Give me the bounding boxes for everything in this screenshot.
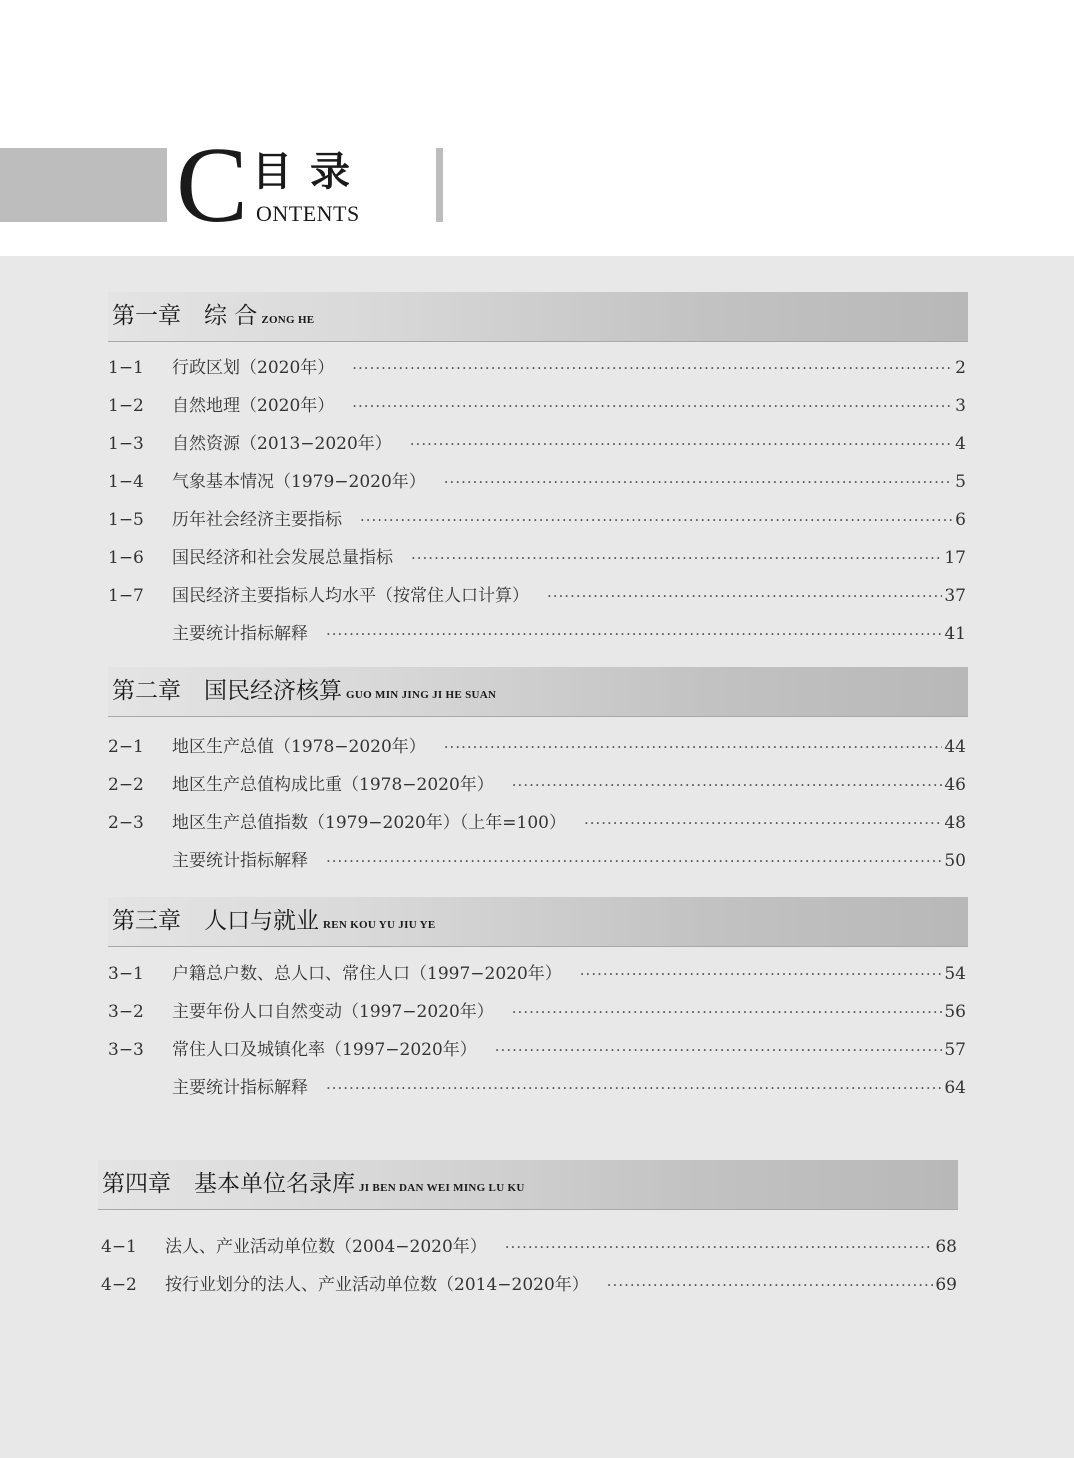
- entry-number: 1−3: [108, 434, 144, 454]
- toc-entry[interactable]: [108, 507, 966, 533]
- entry-title: 主要统计指标解释: [172, 851, 308, 871]
- chapter-1-heading[interactable]: [108, 292, 968, 342]
- chapter-4-heading[interactable]: [98, 1160, 958, 1210]
- toc-entry[interactable]: [108, 431, 966, 457]
- dot-leader: [360, 507, 953, 533]
- entry-page: 44: [944, 737, 966, 757]
- entry-number: 3−3: [108, 1040, 144, 1060]
- toc-entry[interactable]: [108, 999, 966, 1025]
- entry-title: 主要年份人口自然变动（1997−2020年）: [172, 1002, 494, 1022]
- entry-number: 3−1: [108, 964, 144, 984]
- dot-leader: [495, 1037, 943, 1063]
- dot-leader: [411, 545, 942, 571]
- dot-leader: [607, 1272, 934, 1298]
- dot-leader: [580, 961, 943, 987]
- dot-leader: [352, 393, 953, 419]
- page-subtitle: ONTENTS: [256, 201, 360, 226]
- entry-title: 地区生产总值指数（1979−2020年）（上年=100）: [172, 813, 566, 833]
- entry-page: 6: [955, 510, 966, 530]
- chapter-pinyin: JI BEN DAN WEI MING LU KU: [359, 1182, 525, 1194]
- dot-leader: [505, 1234, 934, 1260]
- chapter-3-heading[interactable]: [108, 897, 968, 947]
- toc-entry[interactable]: [108, 545, 966, 571]
- header-rule: [436, 148, 443, 222]
- entry-page: 68: [935, 1237, 957, 1257]
- chapter-title: 第四章 基本单位名录库: [102, 1171, 355, 1197]
- entry-page: 3: [955, 396, 966, 416]
- entry-number: 2−3: [108, 813, 144, 833]
- toc-entry[interactable]: [108, 355, 966, 381]
- entry-number: 1−6: [108, 548, 144, 568]
- toc-entry[interactable]: [108, 734, 966, 760]
- entry-number: 1−7: [108, 586, 144, 606]
- entry-title: 行政区划（2020年）: [172, 358, 335, 378]
- entry-number: 1−1: [108, 358, 144, 378]
- dot-leader: [584, 810, 942, 836]
- chapter-title: 第二章 国民经济核算: [112, 678, 342, 704]
- toc-entry[interactable]: [108, 772, 966, 798]
- entry-title: 常住人口及城镇化率（1997−2020年）: [172, 1040, 477, 1060]
- dot-leader: [326, 1075, 942, 1101]
- dot-leader: [352, 355, 953, 381]
- entry-page: 69: [935, 1275, 957, 1295]
- toc-entry[interactable]: [108, 1075, 966, 1101]
- entry-number: 1−2: [108, 396, 144, 416]
- entry-page: 37: [944, 586, 966, 606]
- entry-number: 3−2: [108, 1002, 144, 1022]
- page-title: 目录: [252, 149, 368, 195]
- entry-page: 50: [944, 851, 966, 871]
- entry-page: 5: [955, 472, 966, 492]
- toc-entry[interactable]: [101, 1234, 957, 1260]
- entry-title: 自然地理（2020年）: [172, 396, 335, 416]
- chapter-title: 第三章 人口与就业: [112, 908, 319, 934]
- chapter-pinyin: GUO MIN JING JI HE SUAN: [346, 689, 497, 701]
- entry-title: 地区生产总值构成比重（1978−2020年）: [172, 775, 494, 795]
- entry-title: 国民经济主要指标人均水平（按常住人口计算）: [172, 586, 529, 606]
- entry-title: 主要统计指标解释: [172, 624, 308, 644]
- dot-leader: [410, 431, 953, 457]
- entry-page: 2: [955, 358, 966, 378]
- toc-entry[interactable]: [108, 621, 966, 647]
- chapter-pinyin: REN KOU YU JIU YE: [323, 919, 436, 931]
- dot-leader: [547, 583, 942, 609]
- entry-title: 法人、产业活动单位数（2004−2020年）: [165, 1237, 487, 1257]
- entry-page: 57: [944, 1040, 966, 1060]
- entry-title: 按行业划分的法人、产业活动单位数（2014−2020年）: [165, 1275, 589, 1295]
- chapter-pinyin: ZONG HE: [261, 314, 315, 326]
- toc-entry[interactable]: [108, 583, 966, 609]
- entry-number: 4−2: [101, 1275, 137, 1295]
- entry-number: 1−4: [108, 472, 144, 492]
- toc-entry[interactable]: [108, 469, 966, 495]
- entry-title: 国民经济和社会发展总量指标: [172, 548, 393, 568]
- entry-title: 历年社会经济主要指标: [172, 510, 342, 530]
- entry-number: 2−1: [108, 737, 144, 757]
- dot-leader: [444, 734, 943, 760]
- entry-title: 户籍总户数、总人口、常住人口（1997−2020年）: [172, 964, 562, 984]
- entry-title: 气象基本情况（1979−2020年）: [172, 472, 426, 492]
- entry-title: 自然资源（2013−2020年）: [172, 434, 392, 454]
- toc-entry[interactable]: [108, 393, 966, 419]
- entry-page: 54: [944, 964, 966, 984]
- dot-leader: [444, 469, 953, 495]
- contents-initial: C: [176, 126, 249, 245]
- entry-title: 主要统计指标解释: [172, 1078, 308, 1098]
- toc-entry[interactable]: [101, 1272, 957, 1298]
- entry-page: 17: [944, 548, 966, 568]
- dot-leader: [326, 621, 942, 647]
- toc-entry[interactable]: [108, 810, 966, 836]
- dot-leader: [512, 999, 943, 1025]
- entry-number: 1−5: [108, 510, 144, 530]
- dot-leader: [512, 772, 943, 798]
- entry-page: 41: [944, 624, 966, 644]
- chapter-title: 第一章 综 合: [112, 303, 258, 329]
- page-header: [0, 0, 1074, 256]
- toc-entry[interactable]: [108, 848, 966, 874]
- entry-number: 4−1: [101, 1237, 137, 1257]
- toc-entry[interactable]: [108, 961, 966, 987]
- entry-number: 2−2: [108, 775, 144, 795]
- chapter-2-heading[interactable]: [108, 667, 968, 717]
- entry-page: 4: [955, 434, 966, 454]
- header-bar: [0, 148, 167, 222]
- entry-page: 56: [944, 1002, 966, 1022]
- dot-leader: [326, 848, 942, 874]
- entry-page: 64: [944, 1078, 966, 1098]
- entry-page: 46: [944, 775, 966, 795]
- toc-entry[interactable]: [108, 1037, 966, 1063]
- entry-page: 48: [944, 813, 966, 833]
- entry-title: 地区生产总值（1978−2020年）: [172, 737, 426, 757]
